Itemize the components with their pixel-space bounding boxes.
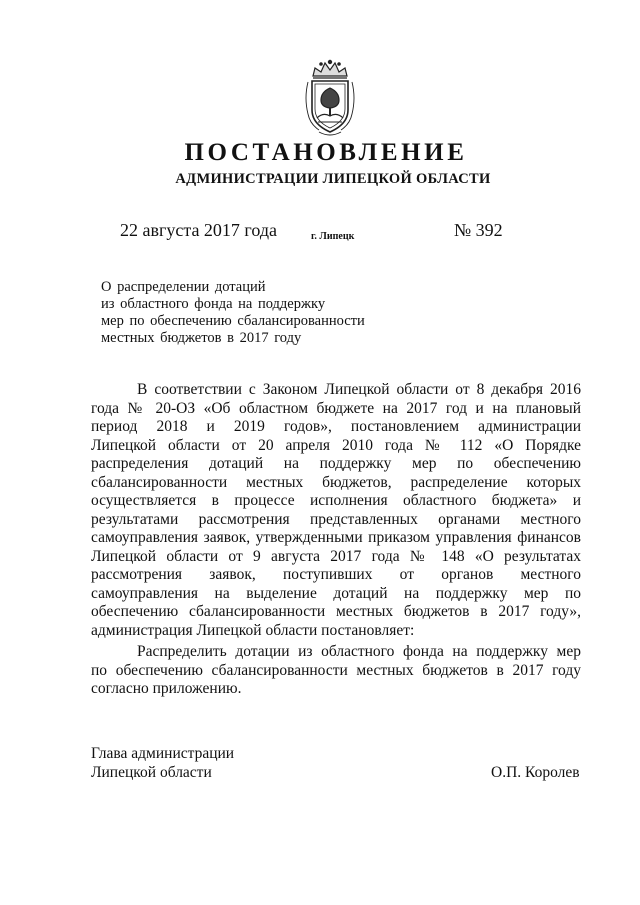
paragraph-line: года № 20-ОЗ «Об областном бюджете на 2017 год и на плановый	[91, 399, 581, 417]
signatory-position	[91, 744, 234, 782]
paragraph-line: самоуправления на выделение дотаций на поддержку мер по	[91, 584, 581, 602]
resolution-paragraph	[91, 643, 581, 699]
paragraph-line: Липецкой области от 9 августа 2017 года № 148 «О результатах	[91, 547, 581, 565]
signatory-position-line: Глава администрации	[91, 745, 235, 762]
paragraph-line: администрация Липецкой области постановляет:	[91, 621, 415, 639]
paragraph-line: по обеспечению сбалансированности местных бюджетов в 2017 году	[91, 661, 581, 679]
paragraph-line: самоуправления заявок, утвержденными приказом управления финансов	[91, 529, 581, 546]
document-subject	[101, 279, 421, 347]
coat-of-arms-icon	[299, 58, 361, 138]
paragraph-line: осуществляется в процессе исполнения областного бюджета» и	[91, 492, 581, 509]
paragraph-line: Распределить дотации из областного фонда на поддержку мер	[137, 643, 581, 660]
paragraph-line: согласно приложению.	[91, 680, 242, 697]
paragraph-line: В соответствии с Законом Липецкой области от 8 декабря 2016	[137, 381, 581, 398]
paragraph-line: период 2018 и 2019 годов», постановлением администрации	[91, 418, 581, 435]
paragraph-line: обеспечению сбалансированности местных бюджетов в 2017 году»,	[91, 603, 581, 620]
subject-line: местных бюджетов в 2017 году	[101, 330, 302, 346]
signatory-position-line: Липецкой области	[91, 764, 212, 781]
signatory-name: О.П. Королев	[491, 764, 580, 781]
preamble-paragraph	[91, 381, 581, 640]
issuing-authority: АДМИНИСТРАЦИИ ЛИПЕЦКОЙ ОБЛАСТИ	[175, 171, 491, 187]
paragraph-line: Липецкой области от 20 апреля 2010 года № 112 «О Порядке	[91, 436, 581, 454]
document-number: № 392	[454, 220, 503, 240]
paragraph-line: рассмотрения заявок, поступивших от органов местного	[91, 566, 581, 583]
subject-line: О распределении дотаций	[101, 279, 266, 295]
paragraph-line: распределения дотаций на поддержку мер по обеспечению	[91, 455, 581, 472]
subject-line: из областного фонда на поддержку	[101, 296, 326, 312]
document-city: г. Липецк	[311, 231, 355, 242]
document-title: ПОСТАНОВЛЕНИЕ	[184, 139, 468, 166]
paragraph-line: сбалансированности местных бюджетов, распределение которых	[91, 473, 581, 491]
document-date: 22 августа 2017 года	[120, 220, 277, 240]
subject-line: мер по обеспечению сбалансированности	[101, 313, 365, 329]
paragraph-line: результатами рассмотрения представленных органами местного	[91, 510, 581, 528]
